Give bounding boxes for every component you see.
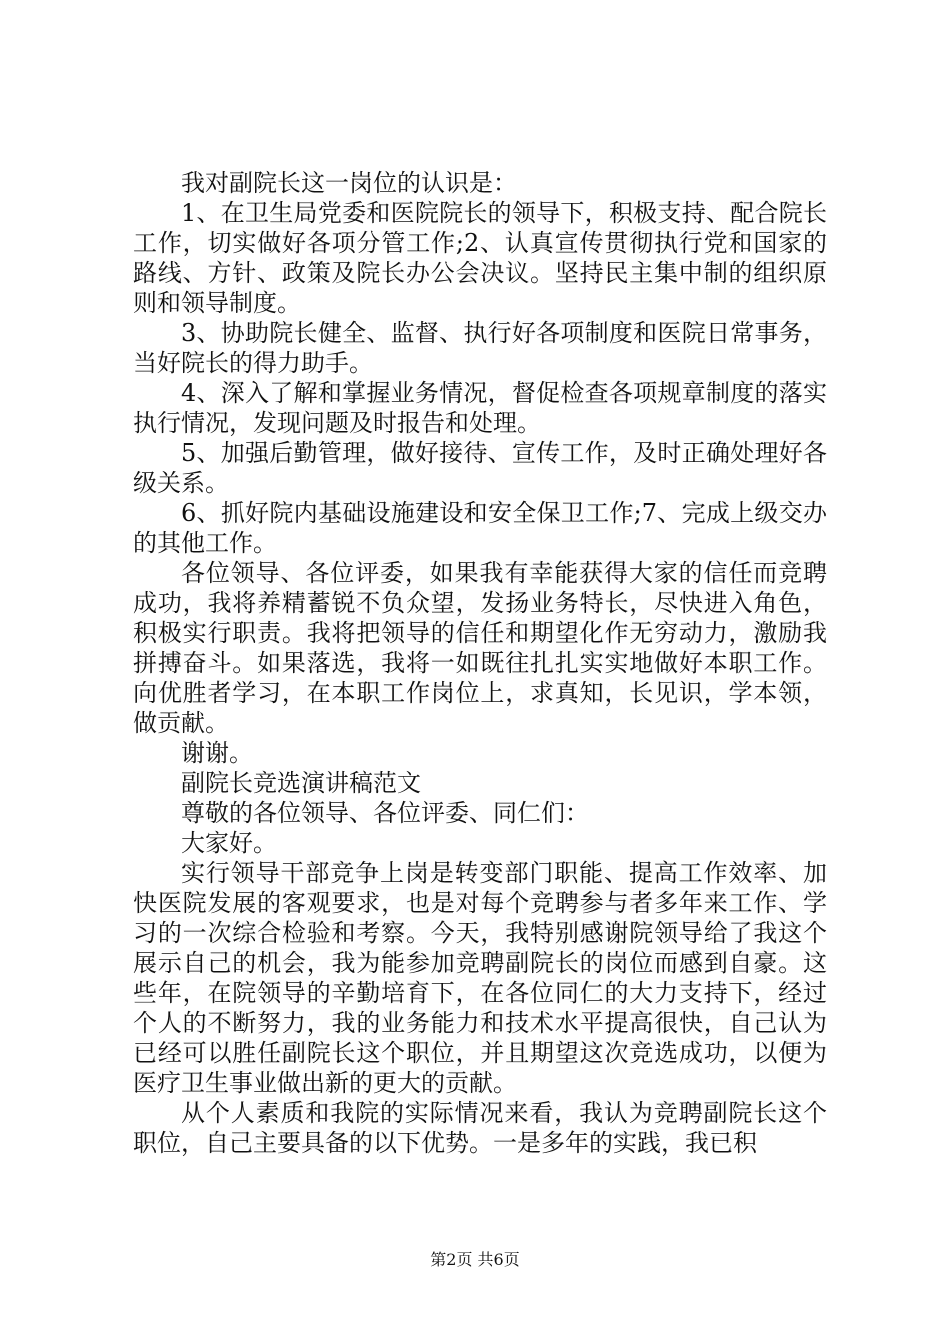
document-body [133, 168, 827, 1158]
paragraph: 5、加强后勤管理，做好接待、宣传工作，及时正确处理好各级关系。 [133, 439, 827, 497]
paragraph: 从个人素质和我院的实际情况来看，我认为竞聘副院长这个职位，自己主要具备的以下优势。一是多年的实践，我已积 [133, 1099, 827, 1157]
section-title: 副院长竞选演讲稿范文 [181, 769, 421, 797]
paragraph: 我对副院长这一岗位的认识是： [181, 169, 517, 197]
page-footer: 第2页 共6页 [430, 1250, 520, 1269]
paragraph: 4、深入了解和掌握业务情况，督促检查各项规章制度的落实执行情况，发现问题及时报告和处理。 [133, 379, 827, 437]
paragraph: 3、协助院长健全、监督、执行好各项制度和医院日常事务，当好院长的得力助手。 [133, 319, 827, 377]
paragraph: 各位领导、各位评委，如果我有幸能获得大家的信任而竞聘成功，我将养精蓄锐不负众望，发扬业务特长，尽快进入角色，积极实行职责。我将把领导的信任和期望化作无穷动力，激励我拼搏奋斗。如果落选，我将一如既往扎扎实实地做好本职工作。向优胜者学习，在本职工作岗位上，求真知，长见识，学本领，做贡献。 [133, 559, 827, 737]
paragraph: 1、在卫生局党委和医院院长的领导下，积极支持、配合院长工作，切实做好各项分管工作;2、认真宣传贯彻执行党和国家的路线、方针、政策及院长办公会决议。坚持民主集中制的组织原则和领导制度。 [133, 199, 827, 317]
paragraph: 6、抓好院内基础设施建设和安全保卫工作;7、完成上级交办的其他工作。 [133, 499, 827, 557]
paragraph: 实行领导干部竞争上岗是转变部门职能、提高工作效率、加快医院发展的客观要求，也是对每个竞聘参与者多年来工作、学习的一次综合检验和考察。今天，我特别感谢院领导给了我这个展示自己的机会，我为能参加竞聘副院长的岗位而感到自豪。这些年，在院领导的辛勤培育下，在各位同仁的大力支持下，经过个人的不断努力，我的业务能力和技术水平提高很快，自己认为已经可以胜任副院长这个职位，并且期望这次竞选成功，以便为医疗卫生事业做出新的更大的贡献。 [133, 859, 827, 1097]
salutation: 尊敬的各位领导、各位评委、同仁们： [181, 799, 589, 827]
greeting: 大家好。 [181, 829, 277, 857]
paragraph: 谢谢。 [181, 739, 253, 767]
